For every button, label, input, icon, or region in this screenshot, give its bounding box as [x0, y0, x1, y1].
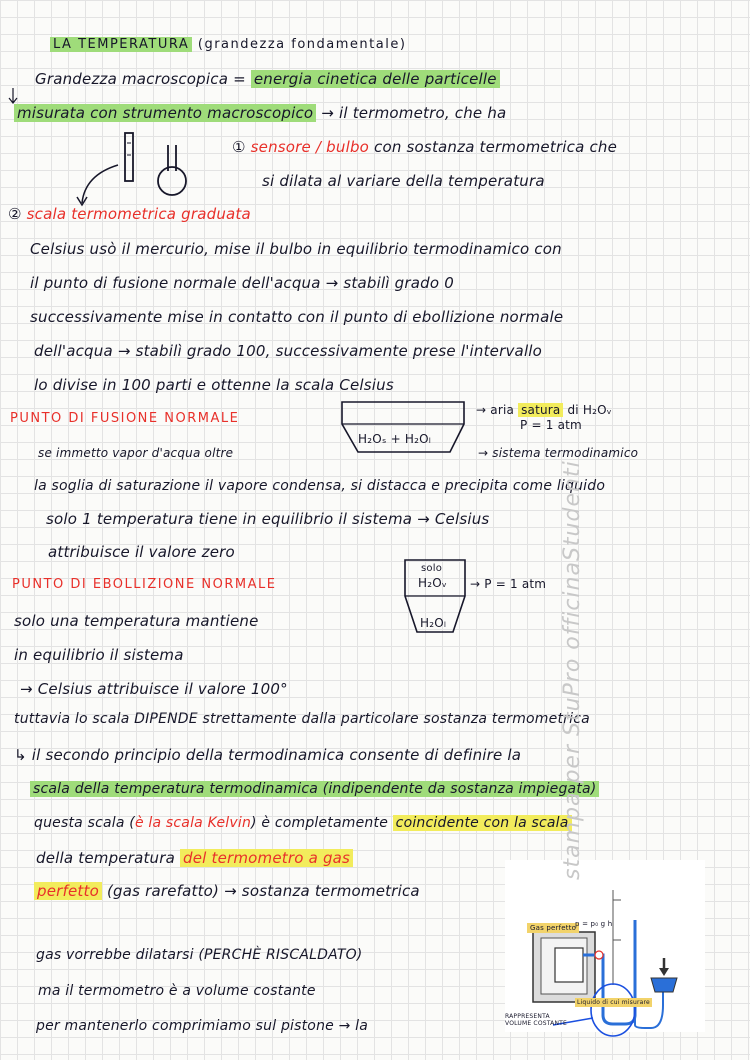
point-1: [232, 138, 617, 156]
gas-thermometer-figure: [505, 860, 705, 1032]
secondo-line-4: [36, 849, 353, 867]
gas-line-1: gas vorrebbe dilatarsi (PERCHÈ RISCALDATO): [36, 947, 363, 963]
point-2: [8, 205, 251, 223]
intro-text: Grandezza macroscopica =: [35, 70, 246, 88]
figure-formula: p = p₀ g h: [575, 920, 613, 928]
gas-perfetto-label: Gas perfetto: [527, 923, 579, 933]
arrow-label-text: → aria: [476, 403, 515, 417]
title-note: (grandezza fondamentale): [197, 37, 407, 52]
fusione-heading: PUNTO DI FUSIONE NORMALE: [10, 411, 240, 426]
intro-line-2: [14, 104, 506, 122]
celsius-line-1: Celsius usò il mercurio, mise il bulbo in equilibrio termodinamico con: [30, 240, 562, 258]
ebollizione-box-vapor: H₂Oᵥ: [418, 576, 448, 590]
fusione-line-4: attribuisce il valore zero: [48, 543, 235, 561]
celsius-line-4: dell'acqua → stabilì grado 100, successivamente prese l'intervallo: [34, 342, 543, 360]
point-1-red: sensore / bulbo: [250, 138, 370, 156]
intro-highlight-2: misurata con strumento macroscopico: [14, 104, 316, 122]
arrow-label-highlight: satura: [518, 403, 563, 417]
secondo-line-2: [30, 781, 599, 797]
point-2-red: scala termometrica graduata: [26, 205, 251, 223]
celsius-line-3: successivamente mise in contatto con il punto di ebollizione normale: [30, 308, 564, 326]
secondo-text-a: questa scala (: [34, 815, 135, 831]
point-2-number: ②: [8, 205, 22, 223]
secondo-yellow-1: coincidente con la scala: [393, 815, 572, 831]
ebollizione-line-3: → Celsius attribuisce il valore 100°: [20, 680, 288, 698]
page-title: [50, 37, 406, 52]
ebollizione-line-4: tuttavia lo scala DIPENDE strettamente dalla particolare sostanza termometrica: [14, 711, 590, 727]
secondo-yellow-2: del termometro a gas: [180, 849, 353, 867]
fusione-line-1: se immetto vapor d'acqua oltre: [38, 446, 234, 460]
intro-text-2: → il termometro, che ha: [321, 104, 507, 122]
ebollizione-heading: PUNTO DI EBOLLIZIONE NORMALE: [12, 577, 277, 592]
secondo-line-3: [34, 815, 572, 831]
ebollizione-line-1: solo una temperatura mantiene: [14, 612, 259, 630]
point-1-text: con sostanza termometrica che: [374, 138, 618, 156]
secondo-text-d: (gas rarefatto) → sostanza termometrica: [106, 882, 420, 900]
fusione-pressure: P = 1 atm: [520, 418, 582, 432]
ebollizione-box-top: solo: [421, 563, 443, 574]
fusione-line-3: solo 1 temperatura tiene in equilibrio il sistema → Celsius: [46, 510, 490, 528]
fusione-line-2: la soglia di saturazione il vapore condensa, si distacca e precipita come liquido: [34, 478, 606, 494]
secondo-highlight: scala della temperatura termodinamica (indipendente da sostanza impiegata): [30, 781, 599, 797]
point-1-continuation: si dilata al variare della temperatura: [262, 172, 545, 190]
secondo-line-1: ↳ il secondo principio della termodinamica consente di definire la: [14, 746, 522, 764]
fusione-right-note: → sistema termodinamico: [478, 446, 639, 460]
title-text: LA TEMPERATURA: [50, 37, 192, 52]
secondo-text-c: della temperatura: [36, 849, 176, 867]
celsius-line-2: il punto di fusione normale dell'acqua → stabilì grado 0: [30, 274, 454, 292]
down-arrow-icon: [8, 88, 18, 104]
point-1-number: ①: [232, 138, 246, 156]
fusione-container-icon: [342, 400, 472, 458]
gas-line-3: per mantenerlo comprimiamo sul pistone → la: [36, 1018, 369, 1034]
celsius-line-5: lo divise in 100 parti e ottenne la scala Celsius: [34, 376, 394, 394]
secondo-line-5: [34, 882, 420, 900]
secondo-text-b: ) è completamente: [251, 815, 389, 831]
ebollizione-box-liquid: H₂Oₗ: [420, 616, 447, 630]
kelvin-red: è la scala Kelvin: [134, 815, 252, 831]
intro-highlight: energia cinetica delle particelle: [251, 70, 500, 88]
intro-line-1: [35, 70, 500, 88]
ebollizione-line-2: in equilibrio il sistema: [14, 646, 184, 664]
thermometer-sketch-icon: [70, 125, 230, 215]
watermark: stampa per StuPro officinaStudenti: [560, 460, 585, 880]
figure-note: RAPPRESENTA VOLUME COSTANTE: [505, 1013, 568, 1027]
ebollizione-pressure: → P = 1 atm: [470, 577, 547, 591]
arrow-label-text-2: di H₂Oᵥ: [567, 403, 612, 417]
liquid-label: Liquido di cui misurare: [577, 999, 650, 1006]
gas-line-2: ma il termometro è a volume costante: [38, 983, 316, 999]
secondo-yellow-3: perfetto: [34, 882, 102, 900]
fusione-box-label: H₂Oₛ + H₂Oₗ: [358, 432, 431, 446]
fusione-arrow-label: [476, 403, 612, 417]
